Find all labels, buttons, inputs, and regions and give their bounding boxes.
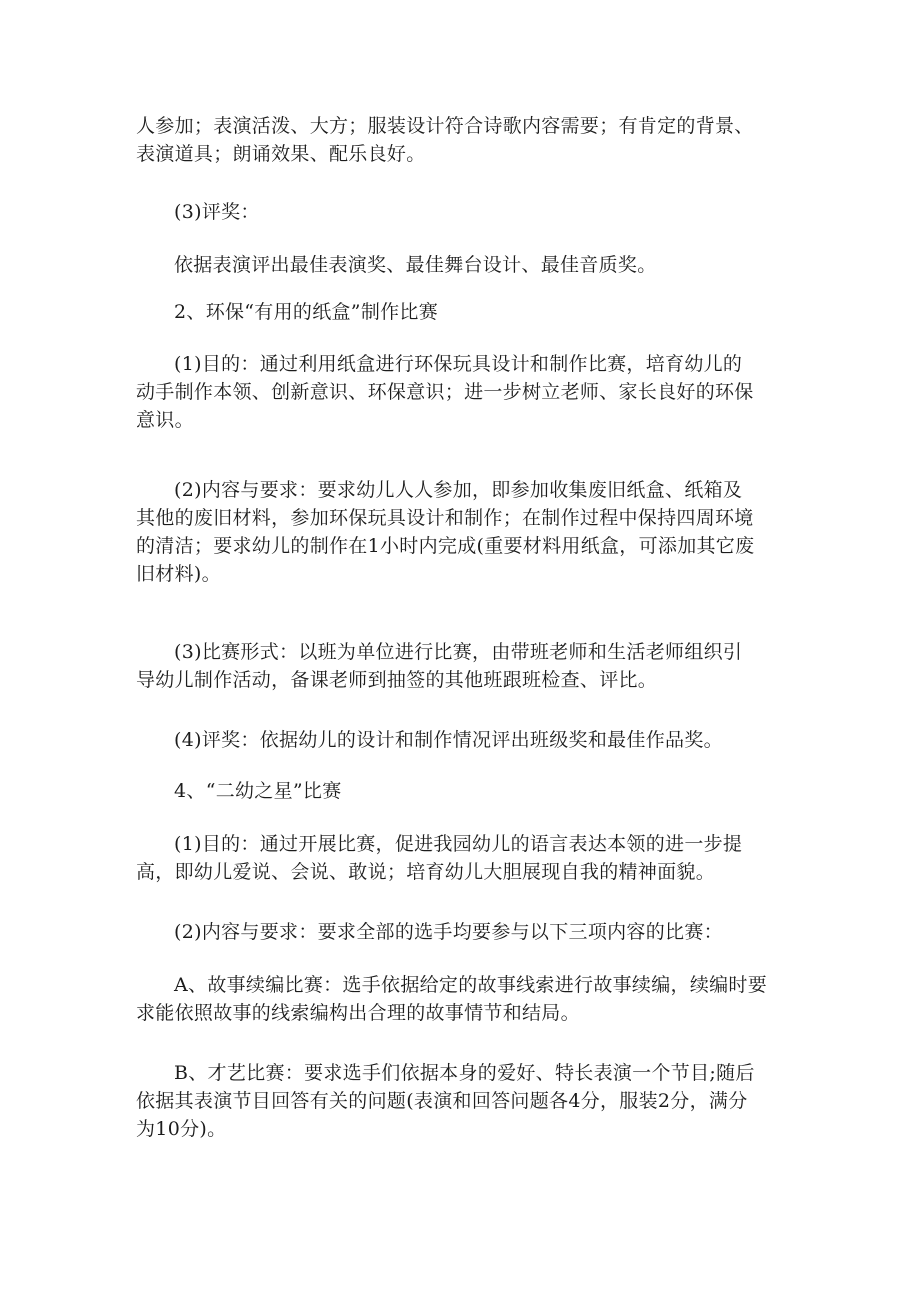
- text-line: 求能依照故事的线索编构出合理的故事情节和结局。: [136, 1002, 580, 1024]
- text-line: 旧材料)。: [136, 563, 221, 585]
- paragraph-talent-contest: [136, 1059, 796, 1143]
- paragraph-awards: [136, 726, 796, 754]
- text-line: B、才艺比赛：要求选手们依据本身的爱好、特长表演一个节目;随后: [174, 1062, 755, 1084]
- paragraph-competition-format: [136, 638, 796, 694]
- paragraph-award-detail: [136, 251, 796, 279]
- text-line: 高，即幼儿爱说、会说、敢说；培育幼儿大胆展现自我的精神面貌。: [136, 861, 716, 883]
- text-line: (3)评奖：: [174, 201, 260, 223]
- text-line: A、故事续编比赛：选手依据给定的故事线索进行故事续编，续编时要: [174, 974, 768, 996]
- section-heading-star-contest: [136, 777, 796, 805]
- text-line: (2)内容与要求：要求全部的选手均要参与以下三项内容的比赛：: [174, 921, 723, 943]
- text-line: (3)比赛形式：以班为单位进行比赛，由带班老师和生活老师组织引: [174, 641, 743, 663]
- paragraph-award-heading: [136, 198, 796, 226]
- paragraph-star-requirements: [136, 918, 796, 946]
- text-line: 表演道具；朗诵效果、配乐良好。: [136, 143, 426, 165]
- text-line: 依据其表演节目回答有关的问题(表演和回答问题各4分，服装2分，满分: [136, 1090, 748, 1112]
- text-line: (2)内容与要求：要求幼儿人人参加，即参加收集废旧纸盒、纸箱及: [174, 479, 743, 501]
- paragraph-star-purpose: [136, 830, 796, 886]
- text-line: 4、“二幼之星”比赛: [174, 780, 342, 802]
- text-line: 意识。: [136, 409, 194, 431]
- paragraph-content-requirements: [136, 476, 796, 588]
- paragraph-purpose: [136, 350, 796, 434]
- text-line: 导幼儿制作活动，备课老师到抽签的其他班跟班检查、评比。: [136, 669, 658, 691]
- text-line: 2、环保“有用的纸盒”制作比赛: [174, 301, 439, 323]
- text-line: (1)目的：通过利用纸盒进行环保玩具设计和制作比赛，培育幼儿的: [174, 353, 743, 375]
- text-line: 其他的废旧材料，参加环保玩具设计和制作；在制作过程中保持四周环境: [136, 507, 754, 529]
- text-line: (1)目的：通过开展比赛，促进我园幼儿的语言表达本领的进一步提: [174, 833, 743, 855]
- text-line: 动手制作本领、创新意识、环保意识；进一步树立老师、家长良好的环保: [136, 381, 754, 403]
- paragraph-story-contest: [136, 971, 796, 1027]
- section-heading-paper-box: [136, 298, 796, 326]
- text-line: 为10分)。: [136, 1118, 227, 1140]
- paragraph-performance-requirements: [136, 112, 796, 168]
- text-line: 依据表演评出最佳表演奖、最佳舞台设计、最佳音质奖。: [174, 254, 657, 276]
- text-line: 的清洁；要求幼儿的制作在1小时内完成(重要材料用纸盒，可添加其它废: [136, 535, 755, 557]
- text-line: 人参加；表演活泼、大方；服装设计符合诗歌内容需要；有肯定的背景、: [136, 115, 754, 137]
- text-line: (4)评奖：依据幼儿的设计和制作情况评出班级奖和最佳作品奖。: [174, 729, 723, 751]
